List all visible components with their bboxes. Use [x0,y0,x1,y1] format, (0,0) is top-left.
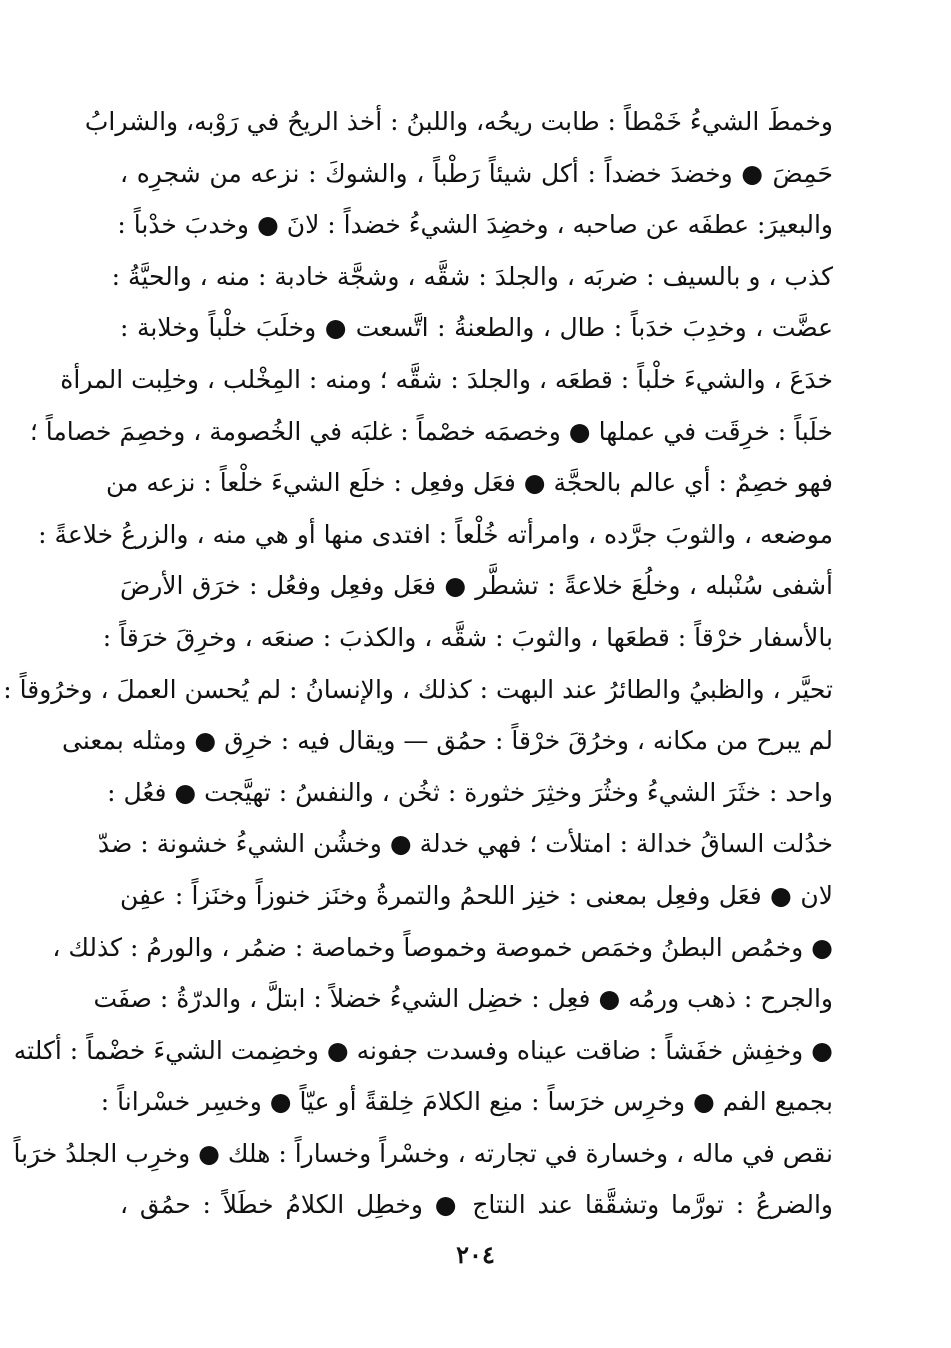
text-line: فهو خصِمٌ : أي عالم بالحجَّة ● فعَل وفعِل : خلَع الشيءَ خلْعاً : نزعه من [106,468,833,498]
text-line: لم يبرح من مكانه ، وخرُقَ خرْقاً : حمُق — ويقال فيه : خرِق ● ومثله بمعنى [62,726,833,756]
text-line: كذب ، و بالسيف : ضربَه ، والجلدَ : شقَّه ، وشجَّة خادبة : منه ، والحيَّةُ : [111,261,833,291]
text-line: والضرعُ : تورَّما وتشقَّقا عند النتاج ● وخطِل الكلامُ خطَلاً : حمُق ، [120,1190,833,1220]
text-line: خدَعَ ، والشيءَ خلْباً : قطعَه ، والجلدَ : شقَّه ؛ ومنه : المِخْلب ، وخلِبت المرأة [60,364,833,394]
text-line: خدُلت الساقُ خدالة : امتلأت ؛ فهي خدلة ● وخشُن الشيءُ خشونة : ضدّ [97,829,833,859]
page-number: ٢٠٤ [456,1240,495,1269]
text-line: ● وخفِش خفَشاً : ضاقت عيناه وفسدت جفونه ● وخضِمت الشيءَ خضْماً : أكلته [13,1035,833,1065]
text-line: تحيَّر ، والظبيُ والطائرُ عند البهت : كذلك ، والإنسانُ : لم يُحسن العملَ ، وخرُوقاً : [3,674,833,704]
text-line: ● وخمُص البطنُ وخمَص خموصة وخموصاً وخماصة : ضمُر ، والورمُ : كذلك ، [52,932,833,962]
text-line: بالأسفار خرْقاً : قطعَها ، والثوبَ : شقَّه ، والكذبَ : صنعَه ، وخرِقَ خرَقاً : [102,622,833,652]
text-line: بجميع الفم ● وخرِس خرَساً : منِع الكلامَ خِلقةً أو عيّاً ● وخسِر خسْراناً : [100,1087,833,1117]
text-line: لان ● فعَل وفعِل بمعنى : خنِز اللحمُ والتمرةُ وخنَز خنوزاً وخنَزاً : عفِن [120,880,833,910]
text-line: موضعه ، والثوبَ جرَّده ، وامرأته خُلْعاً : افتدى منها أو هي منه ، والزرعُ خلاعةً : [38,519,833,549]
text-line: نقص في ماله ، وخسارة في تجارته ، وخسْراً وخساراً : هلك ● وخرِب الجلدُ خرَباً [13,1138,833,1168]
text-line: واحد : خثَرَ الشيءُ وخثُرَ وخثِرَ خثورة : ثخُن ، والنفسُ : تهيَّجت ● فعُل : [107,777,833,807]
text-line: خلَباً : خرِقَت في عملها ● وخصمَه خصْماً : غلبَه في الخُصومة ، وخصِمَ خصاماً ؛ [29,416,833,446]
text-line: حَمِضَ ● وخضدَ خضداً : أكل شيئاً رَطْباً ، والشوكَ : نزعه من شجرِه ، [120,158,833,188]
text-line: أشفى سُنْبله ، وخلُعَ خلاعةً : تشطَّر ● فعَل وفعِل وفعُل : خرَق الأرضَ [120,571,833,601]
text-line: وخمطَ الشيءُ خَمْطاً : طابت ريحُه، واللبنُ : أخذ الريحُ في رَوْبه، والشرابُ [84,107,833,136]
text-line: والبعيرَ: عطفَه عن صاحبه ، وخضِدَ الشيءُ خضداً : لانَ ● وخدبَ خدْباً : [117,210,833,240]
text-line: والجرح : ذهب ورمُه ● فعِل : خضِل الشيءُ خضلاً : ابتلَّ ، والدرّةُ : صفَت [93,984,833,1014]
body-text [3,96,833,1231]
text-line: عضَّت ، وخدِبَ خدَباً : طال ، والطعنةُ : اتَّسعت ● وخلَبَ خلْباً وخلابة : [120,313,833,343]
